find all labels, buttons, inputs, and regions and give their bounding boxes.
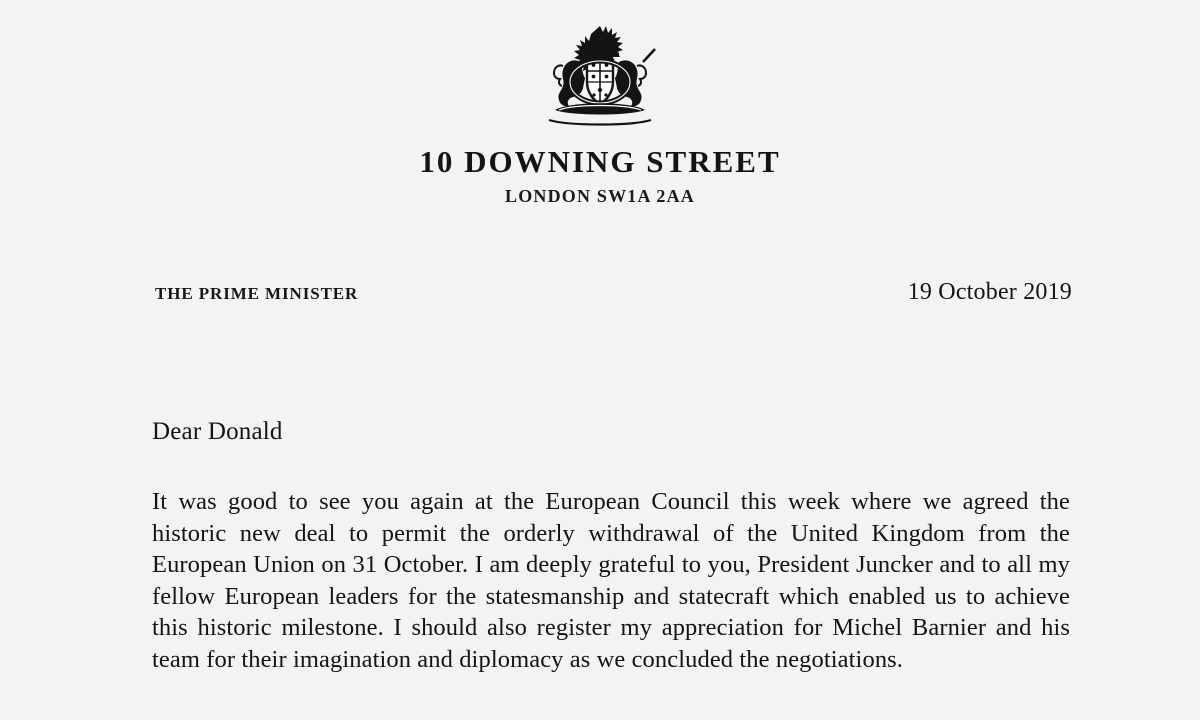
body-paragraph: It was good to see you again at the European Council this week where we agreed the historic new deal to permit the orderly withdrawal of the United Kingdom from the European Union on 31 October. I am deeply grateful to you, President Juncker and to all my fellow European leaders for the statesmanship and statecraft which enabled us to achieve this historic milestone. I should also register my appreciation for Michel Barnier and his team for their imagination and diplomacy as we concluded the negotiations. <box>152 488 1070 673</box>
salutation: Dear Donald <box>152 418 283 446</box>
letter-body <box>0 418 1200 675</box>
crest-container <box>0 0 1200 139</box>
letter-meta-row <box>0 279 1200 306</box>
letter-date: 19 October 2019 <box>907 279 1072 306</box>
royal-coat-of-arms-icon <box>525 22 675 134</box>
letterhead <box>0 145 1200 207</box>
letterhead-subtitle: LONDON SW1A 2AA <box>504 186 696 207</box>
letterhead-title: 10 DOWNING STREET <box>419 144 781 179</box>
sender-title: THE PRIME MINISTER <box>155 284 359 304</box>
